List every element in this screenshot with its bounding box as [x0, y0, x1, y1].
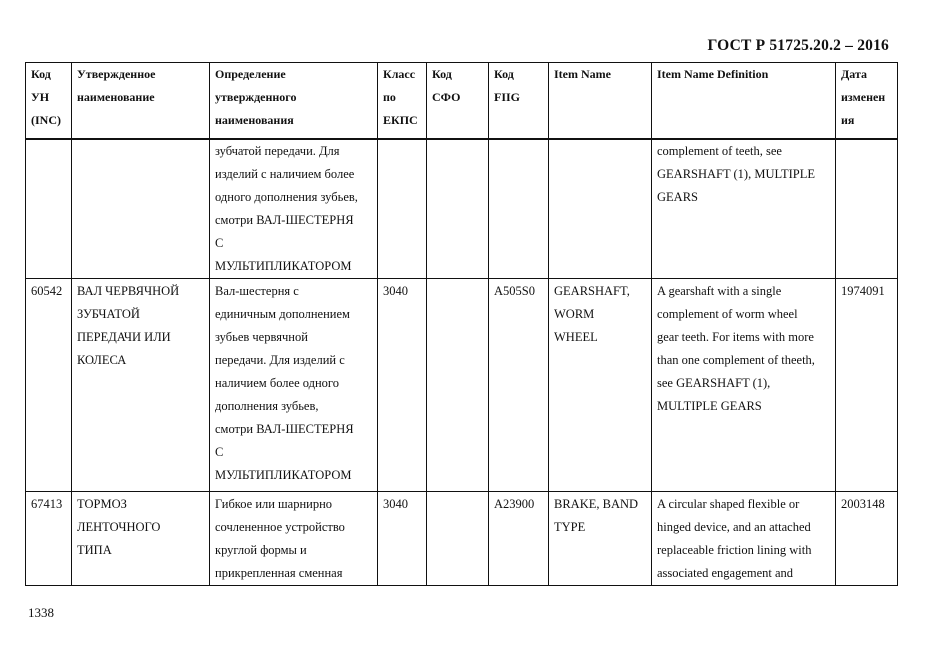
cell-class: 3040: [378, 279, 427, 492]
cell-item-definition: A circular shaped flexible or hinged device, and an attached replaceable friction lining with associated engagement and: [652, 492, 836, 586]
cell-class: [378, 139, 427, 279]
cell-item-name: BRAKE, BAND TYPE: [549, 492, 652, 586]
cell-item-definition: A gearshaft with a single complement of worm wheel gear teeth. For items with more than one complement of theeth, see GEARSHAFT (1), MULTIPLE GEARS: [652, 279, 836, 492]
table-row-continuation: [26, 139, 898, 279]
cell-name: [72, 139, 210, 279]
cell-sfo: [427, 492, 489, 586]
header-change-date: Дата изменен ия: [836, 63, 898, 140]
cell-code: [26, 139, 72, 279]
cell-date: [836, 139, 898, 279]
cell-class: 3040: [378, 492, 427, 586]
header-inc-code: Код УН (INC): [26, 63, 72, 140]
cell-name: ВАЛ ЧЕРВЯЧНОЙ ЗУБЧАТОЙ ПЕРЕДАЧИ ИЛИ КОЛЕСА: [72, 279, 210, 492]
header-approved-name: Утвержденное наименование: [72, 63, 210, 140]
cell-definition: Гибкое или шарнирно сочлененное устройство круглой формы и прикрепленная сменная: [210, 492, 378, 586]
header-fiig-code: Код FIIG: [489, 63, 549, 140]
cell-fiig: A23900: [489, 492, 549, 586]
cell-definition: зубчатой передачи. Для изделий с наличием более одного дополнения зубьев, смотри ВАЛ-ШЕСТЕРНЯ С МУЛЬТИПЛИКАТОРОМ: [210, 139, 378, 279]
cell-sfo: [427, 279, 489, 492]
table-header-row: [26, 63, 898, 140]
cell-item-name: [549, 139, 652, 279]
table-row: [26, 492, 898, 586]
cell-date: 2003148: [836, 492, 898, 586]
document-title: ГОСТ Р 51725.20.2 – 2016: [707, 37, 889, 54]
cell-fiig: A505S0: [489, 279, 549, 492]
header-item-name: Item Name: [549, 63, 652, 140]
table-row: [26, 279, 898, 492]
cell-code: 60542: [26, 279, 72, 492]
cell-code: 67413: [26, 492, 72, 586]
header-sfo-code: Код СФО: [427, 63, 489, 140]
cell-name: ТОРМОЗ ЛЕНТОЧНОГО ТИПА: [72, 492, 210, 586]
nomenclature-table: [25, 62, 898, 586]
cell-fiig: [489, 139, 549, 279]
header-ekps-class: Класс по ЕКПС: [378, 63, 427, 140]
cell-item-name: GEARSHAFT, WORM WHEEL: [549, 279, 652, 492]
page-number: 1338: [28, 605, 54, 620]
header-item-name-definition: Item Name Definition: [652, 63, 836, 140]
cell-definition: Вал-шестерня с единичным дополнением зубьев червячной передачи. Для изделий с наличием более одного дополнения зубьев, смотри ВАЛ-ШЕСТЕРНЯ С МУЛЬТИПЛИКАТОРОМ: [210, 279, 378, 492]
cell-sfo: [427, 139, 489, 279]
cell-item-definition: complement of teeth, see GEARSHAFT (1), MULTIPLE GEARS: [652, 139, 836, 279]
header-definition: Определение утвержденного наименования: [210, 63, 378, 140]
cell-date: 1974091: [836, 279, 898, 492]
